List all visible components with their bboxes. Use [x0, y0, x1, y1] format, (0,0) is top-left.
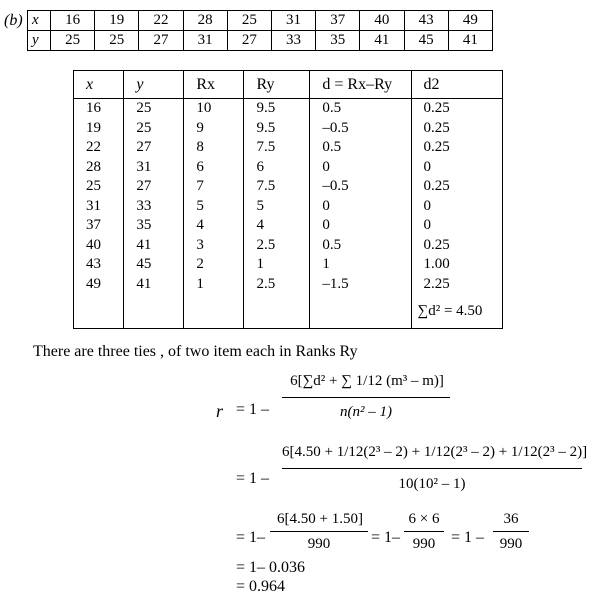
- ties-note: There are three ties , of two item each in Ranks Ry: [33, 343, 358, 360]
- cell-d2: 0: [411, 158, 502, 178]
- rank-table-row: [74, 236, 503, 256]
- cell-d: –0.5: [310, 119, 411, 139]
- cell-x: 22: [74, 138, 124, 158]
- eq3-numerator-3: 36: [503, 511, 519, 527]
- y-cell: 27: [139, 31, 183, 51]
- cell-d2: 2.25: [411, 275, 502, 295]
- y-cell: 25: [51, 31, 95, 51]
- empty-cell: [310, 294, 411, 329]
- eq2-denominator: 10(10² – 1): [398, 476, 466, 492]
- eq3-denominator-3: 990: [499, 536, 523, 552]
- x-row-label: x: [28, 11, 51, 31]
- result-line-2: = 0.964: [236, 578, 286, 595]
- cell-y: 31: [124, 158, 184, 178]
- y-cell: 31: [183, 31, 227, 51]
- cell-d: 1: [310, 255, 411, 275]
- eq3-mid-2: = 1 –: [451, 529, 485, 546]
- col-header-ry: Ry: [244, 71, 310, 99]
- y-cell: 41: [360, 31, 404, 51]
- y-row-label: y: [28, 31, 51, 51]
- rank-table-row: [74, 255, 503, 275]
- eq3-fraction-bar: [270, 531, 368, 532]
- cell-rx: 8: [184, 138, 244, 158]
- cell-ry: 1: [244, 255, 310, 275]
- eq3-mid: = 1–: [371, 529, 401, 546]
- x-cell: 16: [51, 11, 95, 31]
- empty-cell: [244, 294, 310, 329]
- cell-d: 0.5: [310, 236, 411, 256]
- rank-table-row: [74, 99, 503, 119]
- col-header-y: y: [124, 71, 184, 99]
- x-row: [28, 11, 493, 31]
- cell-d2: 0.25: [411, 99, 502, 119]
- cell-rx: 1: [184, 275, 244, 295]
- x-cell: 28: [183, 11, 227, 31]
- col-header-d2: d2: [411, 71, 502, 99]
- cell-d2: 1.00: [411, 255, 502, 275]
- y-cell: 25: [95, 31, 139, 51]
- empty-cell: [74, 294, 124, 329]
- rank-table-row: [74, 275, 503, 295]
- cell-x: 37: [74, 216, 124, 236]
- col-header-rx: Rx: [184, 71, 244, 99]
- cell-d: 0: [310, 216, 411, 236]
- x-cell: 40: [360, 11, 404, 31]
- cell-y: 45: [124, 255, 184, 275]
- eq2-lhs: = 1 –: [236, 470, 270, 487]
- eq3-numerator: 6[4.50 + 1.50]: [277, 511, 363, 527]
- x-cell: 49: [448, 11, 492, 31]
- rank-table-row: [74, 138, 503, 158]
- cell-x: 40: [74, 236, 124, 256]
- cell-ry: 5: [244, 197, 310, 217]
- rank-table-row: [74, 216, 503, 236]
- rank-table-row: [74, 177, 503, 197]
- cell-x: 19: [74, 119, 124, 139]
- rank-table-header: [74, 71, 503, 99]
- cell-y: 41: [124, 236, 184, 256]
- eq1-denominator: n(n² – 1): [340, 404, 392, 420]
- y-cell: 45: [404, 31, 448, 51]
- cell-d: 0: [310, 197, 411, 217]
- cell-ry: 4: [244, 216, 310, 236]
- cell-d2: 0.25: [411, 236, 502, 256]
- cell-d2: 0.25: [411, 177, 502, 197]
- cell-x: 25: [74, 177, 124, 197]
- cell-rx: 2: [184, 255, 244, 275]
- cell-ry: 2.5: [244, 275, 310, 295]
- cell-y: 41: [124, 275, 184, 295]
- cell-ry: 9.5: [244, 99, 310, 119]
- cell-y: 27: [124, 138, 184, 158]
- cell-ry: 6: [244, 158, 310, 178]
- y-cell: 41: [448, 31, 492, 51]
- empty-cell: [124, 294, 184, 329]
- eq1-fraction-bar: [282, 397, 450, 398]
- cell-d: –1.5: [310, 275, 411, 295]
- y-row: [28, 31, 493, 51]
- eq3-lhs: = 1–: [236, 529, 266, 546]
- cell-rx: 10: [184, 99, 244, 119]
- cell-d: 0: [310, 158, 411, 178]
- x-cell: 22: [139, 11, 183, 31]
- cell-ry: 2.5: [244, 236, 310, 256]
- cell-d2: 0.25: [411, 138, 502, 158]
- cell-y: 33: [124, 197, 184, 217]
- r-symbol: r: [216, 401, 224, 421]
- cell-x: 43: [74, 255, 124, 275]
- cell-x: 31: [74, 197, 124, 217]
- cell-rx: 4: [184, 216, 244, 236]
- x-cell: 43: [404, 11, 448, 31]
- sum-d2-cell: ∑d² = 4.50: [411, 294, 502, 329]
- cell-ry: 7.5: [244, 138, 310, 158]
- cell-rx: 3: [184, 236, 244, 256]
- cell-d2: 0: [411, 216, 502, 236]
- x-cell: 19: [95, 11, 139, 31]
- eq3-fraction-bar-3: [493, 531, 529, 532]
- empty-cell: [184, 294, 244, 329]
- x-cell: 25: [227, 11, 271, 31]
- cell-x: 49: [74, 275, 124, 295]
- cell-y: 25: [124, 99, 184, 119]
- cell-y: 35: [124, 216, 184, 236]
- eq2-numerator: 6[4.50 + 1/12(2³ – 2) + 1/12(2³ – 2) + 1/12(2³ – 2)]: [282, 444, 588, 460]
- cell-x: 28: [74, 158, 124, 178]
- part-label: (b): [4, 12, 23, 29]
- eq1-lhs: = 1 –: [236, 401, 270, 418]
- xy-data-table: [27, 10, 493, 51]
- eq1-numerator: 6[∑d² + ∑ 1/12 (m³ – m)]: [290, 373, 444, 389]
- x-cell: 37: [316, 11, 360, 31]
- rank-table-row: [74, 158, 503, 178]
- cell-d: 0.5: [310, 99, 411, 119]
- cell-x: 16: [74, 99, 124, 119]
- cell-d: 0.5: [310, 138, 411, 158]
- y-cell: 27: [227, 31, 271, 51]
- rank-table-row: [74, 197, 503, 217]
- cell-d: –0.5: [310, 177, 411, 197]
- y-cell: 33: [271, 31, 315, 51]
- eq3-numerator-2: 6 × 6: [408, 511, 440, 527]
- rank-table-row: [74, 119, 503, 139]
- rank-table-body: [74, 99, 503, 329]
- eq2-fraction-bar: [282, 468, 582, 469]
- cell-rx: 5: [184, 197, 244, 217]
- cell-d2: 0.25: [411, 119, 502, 139]
- col-header-d: d = Rx–Ry: [310, 71, 411, 99]
- cell-ry: 9.5: [244, 119, 310, 139]
- eq3-denominator: 990: [307, 536, 331, 552]
- rank-table: [73, 70, 503, 329]
- cell-ry: 7.5: [244, 177, 310, 197]
- x-cell: 31: [271, 11, 315, 31]
- cell-y: 27: [124, 177, 184, 197]
- cell-rx: 9: [184, 119, 244, 139]
- cell-rx: 7: [184, 177, 244, 197]
- result-line-1: = 1– 0.036: [236, 559, 306, 576]
- cell-rx: 6: [184, 158, 244, 178]
- eq3-fraction-bar-2: [404, 531, 444, 532]
- rank-table-sum-row: [74, 294, 503, 329]
- col-header-x: x: [74, 71, 124, 99]
- eq3-denominator-2: 990: [412, 536, 436, 552]
- cell-d2: 0: [411, 197, 502, 217]
- cell-y: 25: [124, 119, 184, 139]
- y-cell: 35: [316, 31, 360, 51]
